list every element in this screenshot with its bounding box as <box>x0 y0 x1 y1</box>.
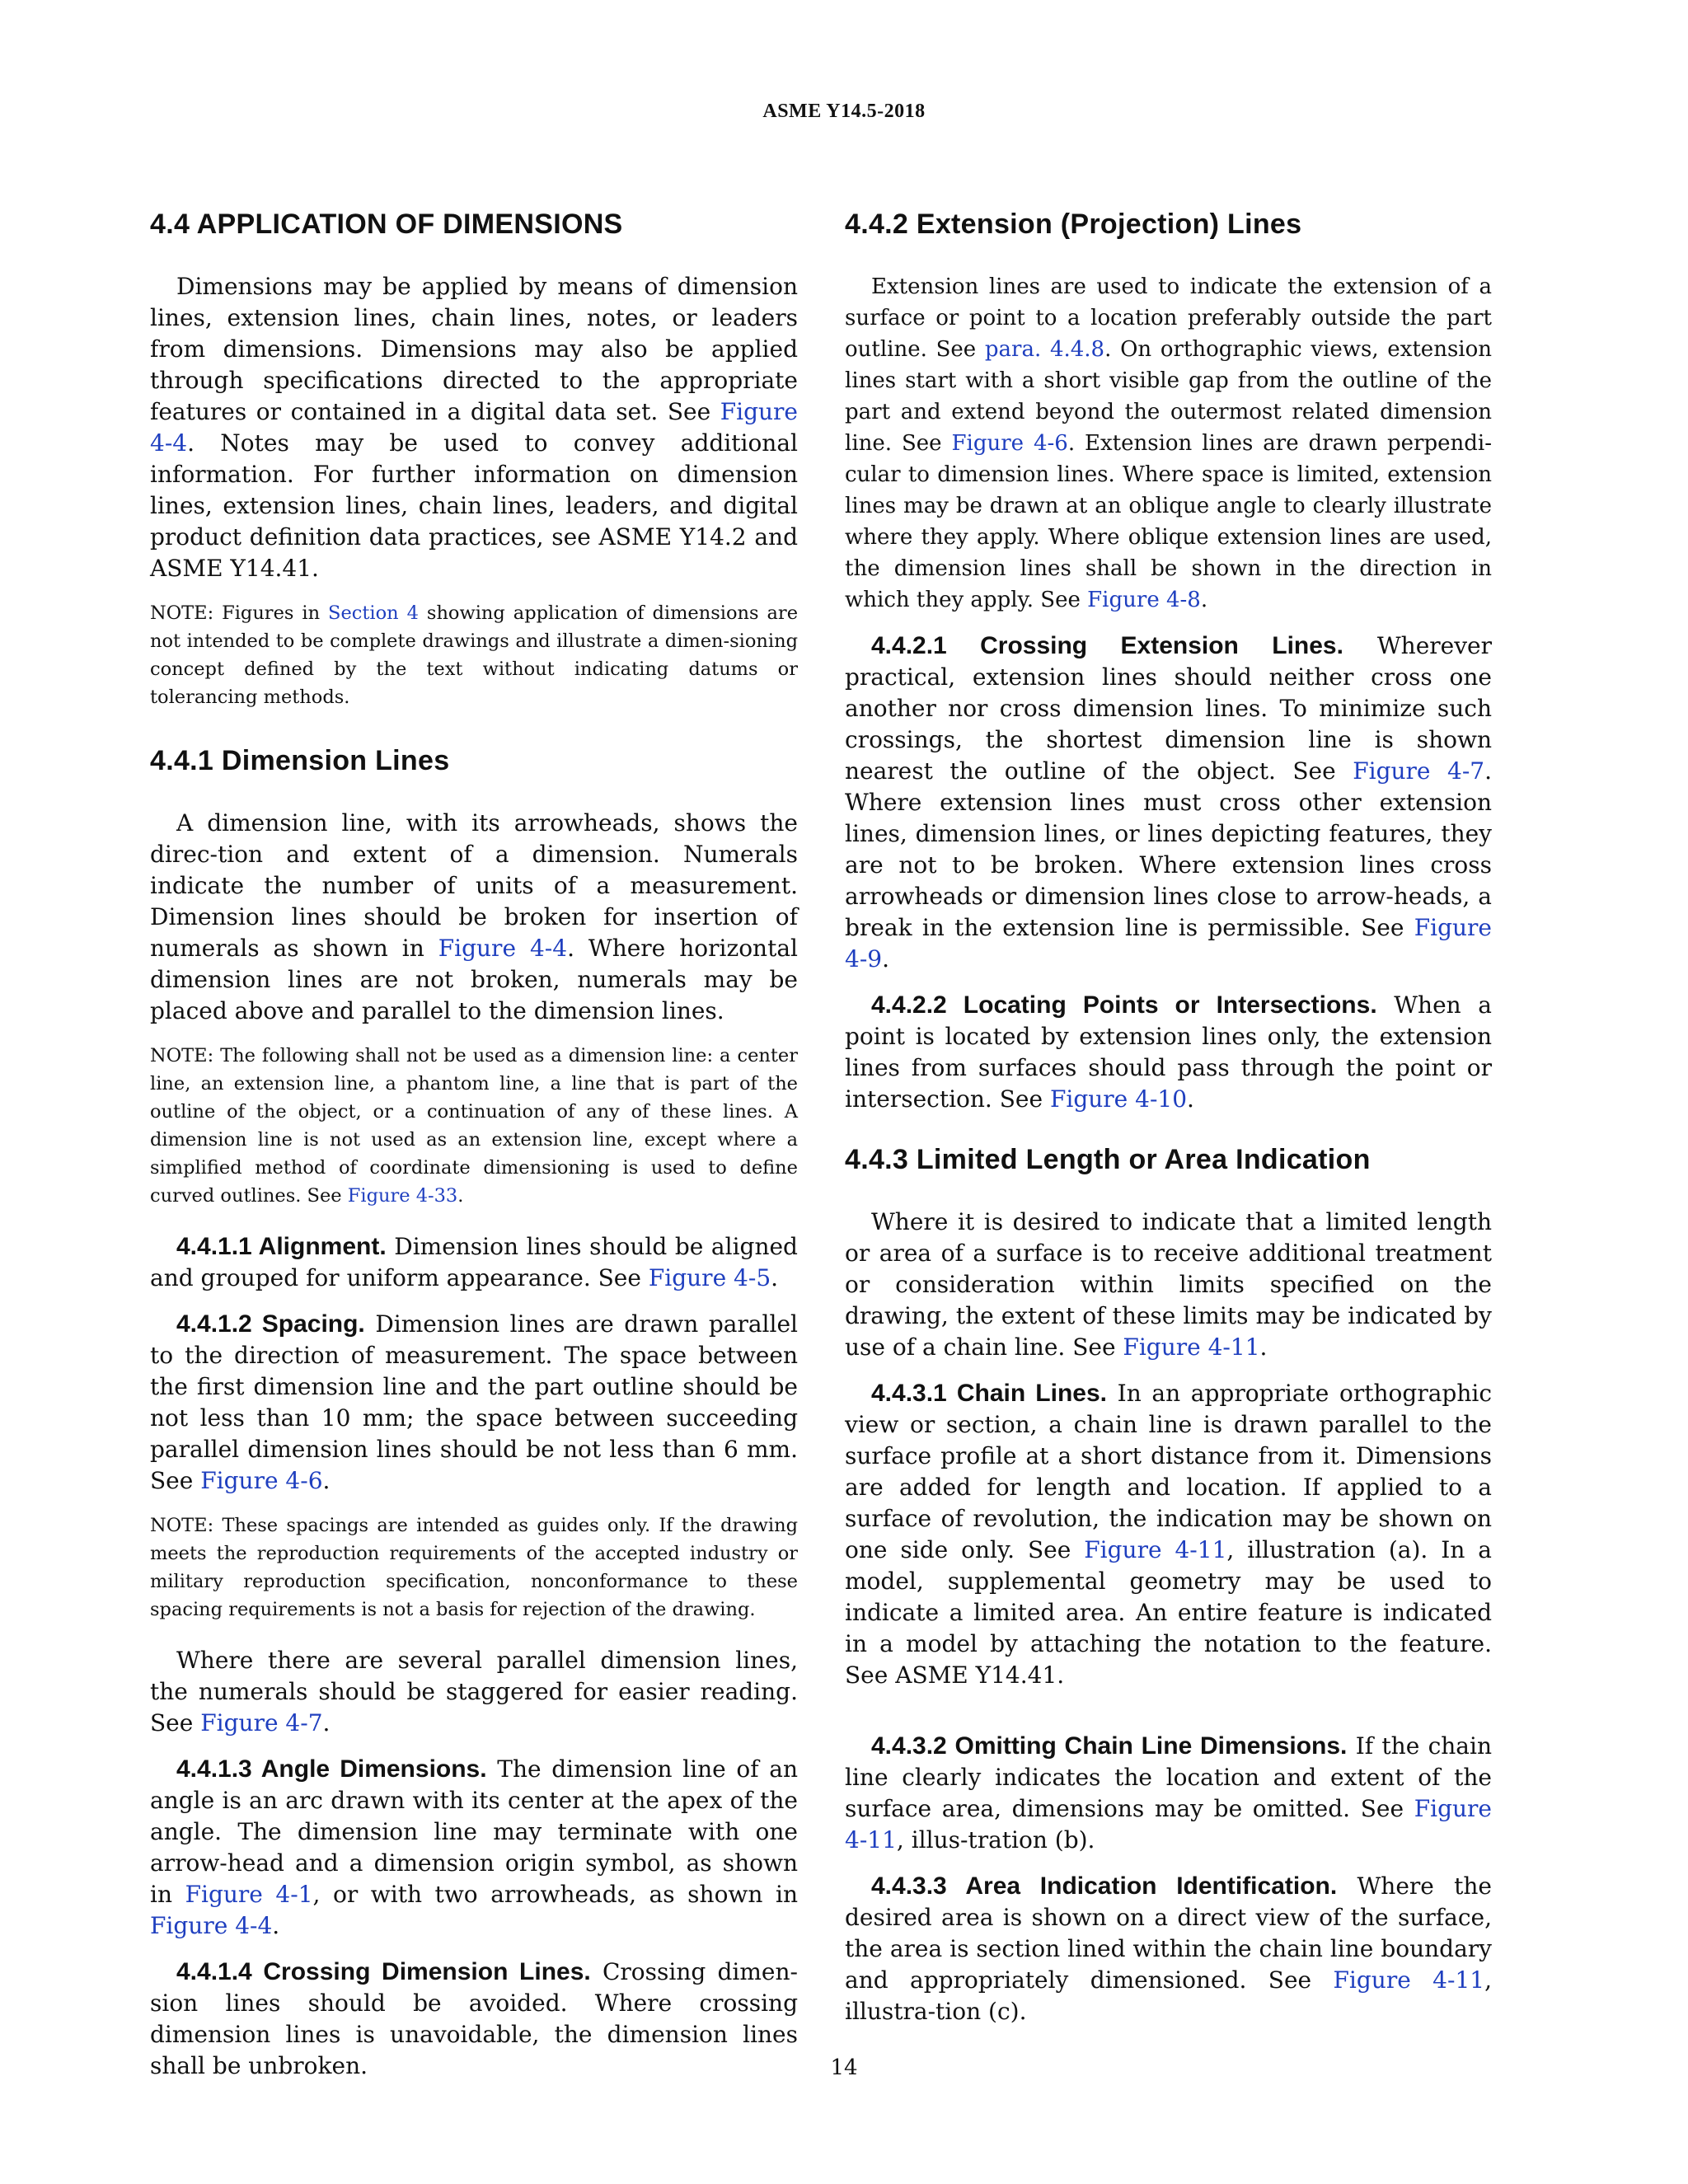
text-run: Crossing dimen-sion lines should be avoided. Where crossing dimension lines is unavoidable, the dimension lines shall be unbroken. <box>150 1957 798 2079</box>
paragraph-4-4-2 <box>845 271 1492 616</box>
paragraph-4-4-3-1 <box>845 1378 1492 1691</box>
note-figures-section-4 <box>150 599 798 711</box>
subsection-heading-4-4-3-3: 4.4.3.3 Area Indication Identification. <box>871 1872 1338 1900</box>
spacer <box>845 1706 1492 1731</box>
subsection-heading-4-4-1-1: 4.4.1.1 Alignment. <box>176 1232 387 1260</box>
text-run: Dimensions may be applied by means of dimension lines, extension lines, chain lines, notes, or leaders from dimensions. Dimensions may also be applied through specifications directed to the appropriate features or contained in a digital data set. See <box>150 272 798 425</box>
subsection-heading-4-4-3-2: 4.4.3.2 Omitting Chain Line Dimensions. <box>871 1732 1348 1760</box>
text-run: . Notes may be used to convey additional information. For further information on dimension lines, extension lines, chain lines, leaders, and digital product definition data practices, see ASME Y14.2 and ASME Y14.41. <box>150 429 798 582</box>
text-run: , illustra-tion (c). <box>845 1966 1492 2025</box>
xref-figure-4-11[interactable]: Figure 4-11 <box>1084 1535 1227 1563</box>
section-heading-4-4-1: 4.4.1 Dimension Lines <box>150 744 450 776</box>
paragraph-staggered-numerals <box>150 1645 798 1739</box>
xref-figure-4-4[interactable]: Figure 4-4 <box>438 934 568 962</box>
text-run: . <box>322 1466 331 1494</box>
text-run: In an appropriate orthographic view or section, a chain line is drawn parallel to the surface profile at a short distance from it. Dimensions are added for length and location. If applied to a surface of revolution, the indication may be shown on one side only. See <box>845 1379 1492 1563</box>
text-run: showing application of dimensions are not intended to be complete drawings and illustrate a dimen-sioning concept defined by the text without indicating datums or tolerancing methods. <box>150 602 799 708</box>
text-run: , illustration (a). In a model, supplemental geometry may be used to indicate a limited area. An entire feature is indicated in a model by attaching the notation to the feature. See ASME Y14.41. <box>845 1535 1492 1689</box>
xref-figure-4-11[interactable]: Figure 4-11 <box>845 1794 1492 1854</box>
text-run: . <box>1187 1085 1194 1113</box>
xref-figure-4-1[interactable]: Figure 4-1 <box>185 1880 313 1908</box>
subsection-heading-4-4-2-2: 4.4.2.2 Locating Points or Intersections. <box>871 991 1377 1019</box>
paragraph-4-4-3-2 <box>845 1731 1492 1856</box>
right-column <box>845 198 1492 2042</box>
text-run: . Where horizontal dimension lines are not broken, numerals may be placed above and parallel to the dimension lines. <box>150 934 798 1024</box>
paragraph-4-4-1 <box>150 808 798 1027</box>
subsection-heading-4-4-3-1: 4.4.3.1 Chain Lines. <box>871 1379 1107 1407</box>
text-run: Dimension lines are drawn parallel to the direction of measurement. The space between the first dimension line and the part outline should be not less than 10 mm; the space between succeeding parallel dimension lines should be not less than 6 mm. See <box>150 1310 798 1494</box>
text-run: When a point is located by extension lines only, the extension lines from surfaces should pass through the point or intersection. See <box>845 991 1492 1113</box>
xref-figure-4-9[interactable]: Figure 4-9 <box>845 913 1492 972</box>
text-run: Where there are several parallel dimension lines, the numerals should be staggered for easier reading. See <box>150 1646 798 1736</box>
xref-figure-4-4[interactable]: Figure 4-4 <box>150 1911 273 1939</box>
text-run: , illus-tration (b). <box>896 1825 1095 1854</box>
text-run: The dimension line of an angle is an arc drawn with its center at the apex of the angle. The dimension line may terminate with one arrow-head and a dimension origin symbol, as shown in <box>150 1755 798 1908</box>
xref-figure-4-6[interactable]: Figure 4-6 <box>200 1466 323 1494</box>
xref-figure-4-6[interactable]: Figure 4-6 <box>951 430 1068 456</box>
section-heading-4-4-2: 4.4.2 Extension (Projection) Lines <box>845 209 1302 240</box>
text-run: Wherever practical, extension lines should neither cross one another nor cross dimension lines. To minimize such crossings, the shortest dimension line is shown nearest the outline of the object. See <box>845 631 1493 785</box>
paragraph-4-4-3 <box>845 1207 1492 1363</box>
text-run: NOTE: The following shall not be used as a dimension line: a center line, an extension line, a phantom line, a line that is part of the outline of the object, or a continuation of any of these lines. A dimension line is not used as an extension line, except where a simplified method of coordinate dimensioning is used to define curved outlines. See <box>150 1044 798 1207</box>
xref-figure-4-8[interactable]: Figure 4-8 <box>1087 587 1201 612</box>
text-run: A dimension line, with its arrowheads, shows the direc-tion and extent of a dimension. Numerals indicate the number of units of a measurement. Dimension lines should be broken for insertion of numerals as shown in <box>150 808 798 962</box>
xref-figure-4-10[interactable]: Figure 4-10 <box>1049 1085 1188 1113</box>
paragraph-4-4-1-2 <box>150 1309 798 1497</box>
text-run: Extension lines are used to indicate the extension of a surface or point to a location preferably outside the part outline. See <box>845 274 1492 362</box>
xref-figure-4-11[interactable]: Figure 4-11 <box>1333 1966 1485 1994</box>
xref-figure-4-4[interactable]: Figure 4-4 <box>150 397 798 457</box>
text-run: . Extension lines are drawn perpendi-cular to dimension lines. Where space is limited, extension lines may be drawn at an oblique angle to clearly illustrate where they apply. Where oblique extension lines are used, the dimension lines shall be shown in the direction in which they apply. See <box>845 430 1492 612</box>
text-run: . <box>322 1708 331 1736</box>
section-heading-4-4-3: 4.4.3 Limited Length or Area Indication <box>845 1143 1371 1175</box>
page-number: 14 <box>830 2055 858 2080</box>
xref-figure-4-7[interactable]: Figure 4-7 <box>1353 757 1485 785</box>
text-run: If the chain line clearly indicates the location and extent of the surface area, dimensions may be omitted. See <box>845 1732 1492 1822</box>
text-run: . <box>1259 1333 1268 1361</box>
text-run: , or with two arrowheads, as shown in <box>312 1880 798 1908</box>
subsection-heading-4-4-1-2: 4.4.1.2 Spacing. <box>176 1310 365 1338</box>
text-run: Where the desired area is shown on a direct view of the surface, the area is section lined within the chain line boundary and appropriately dimensioned. See <box>845 1872 1492 1994</box>
text-run: Where it is desired to indicate that a limited length or area of a surface is to receive additional treatment or consideration within limits specified on the drawing, the extent of these limits may be indicated by use of a chain line. See <box>845 1207 1492 1361</box>
text-run: Dimension lines should be aligned and grouped for uniform appearance. See <box>150 1232 798 1291</box>
left-column <box>150 198 798 2097</box>
text-run: . On orthographic views, extension lines start with a short visible gap from the outline of the part and extend beyond the outermost related dimension line. See <box>845 336 1492 456</box>
paragraph-4-4-3-3 <box>845 1871 1492 2027</box>
subsection-heading-4-4-2-1: 4.4.2.1 Crossing Extension Lines. <box>871 631 1343 659</box>
subsection-heading-4-4-1-4: 4.4.1.4 Crossing Dimension Lines. <box>176 1957 591 1985</box>
xref-para-4-4-8[interactable]: para. 4.4.8 <box>984 336 1105 362</box>
text-run: . <box>771 1263 779 1291</box>
xref-figure-4-7[interactable]: Figure 4-7 <box>200 1708 323 1736</box>
paragraph-4-4-2-1 <box>845 630 1492 975</box>
text-run: . <box>882 944 889 972</box>
paragraph-4-4-intro <box>150 271 798 584</box>
xref-figure-4-33[interactable]: Figure 4-33 <box>347 1184 458 1207</box>
running-header: ASME Y14.5-2018 <box>762 101 926 122</box>
text-run: . <box>1200 587 1208 612</box>
note-spacing-guides: NOTE: These spacings are intended as guides only. If the drawing meets the reproduction requirements of the accepted industry or military reproduction specification, nonconformance to these spacing requirements is not a basis for rejection of the drawing. <box>150 1514 798 1620</box>
note-dimension-line-restrictions <box>150 1042 798 1210</box>
paragraph-4-4-2-2 <box>845 990 1492 1115</box>
paragraph-4-4-1-3 <box>150 1754 798 1942</box>
text-run: . <box>272 1911 280 1939</box>
paragraph-4-4-1-1 <box>150 1231 798 1294</box>
xref-figure-4-11[interactable]: Figure 4-11 <box>1123 1333 1260 1361</box>
xref-section-4[interactable]: Section 4 <box>328 602 419 624</box>
subsection-heading-4-4-1-3: 4.4.1.3 Angle Dimensions. <box>176 1755 487 1783</box>
text-run: . Where extension lines must cross other extension lines, dimension lines, or lines depicting features, they are not to be broken. Where extension lines cross arrowheads or dimension lines close to arrow-heads, a break in the extension line is permissible. See <box>845 757 1492 941</box>
xref-figure-4-5[interactable]: Figure 4-5 <box>648 1263 771 1291</box>
text-run: NOTE: Figures in <box>150 602 329 624</box>
text-run: . <box>457 1184 464 1207</box>
section-heading-4-4: 4.4 APPLICATION OF DIMENSIONS <box>150 209 623 240</box>
